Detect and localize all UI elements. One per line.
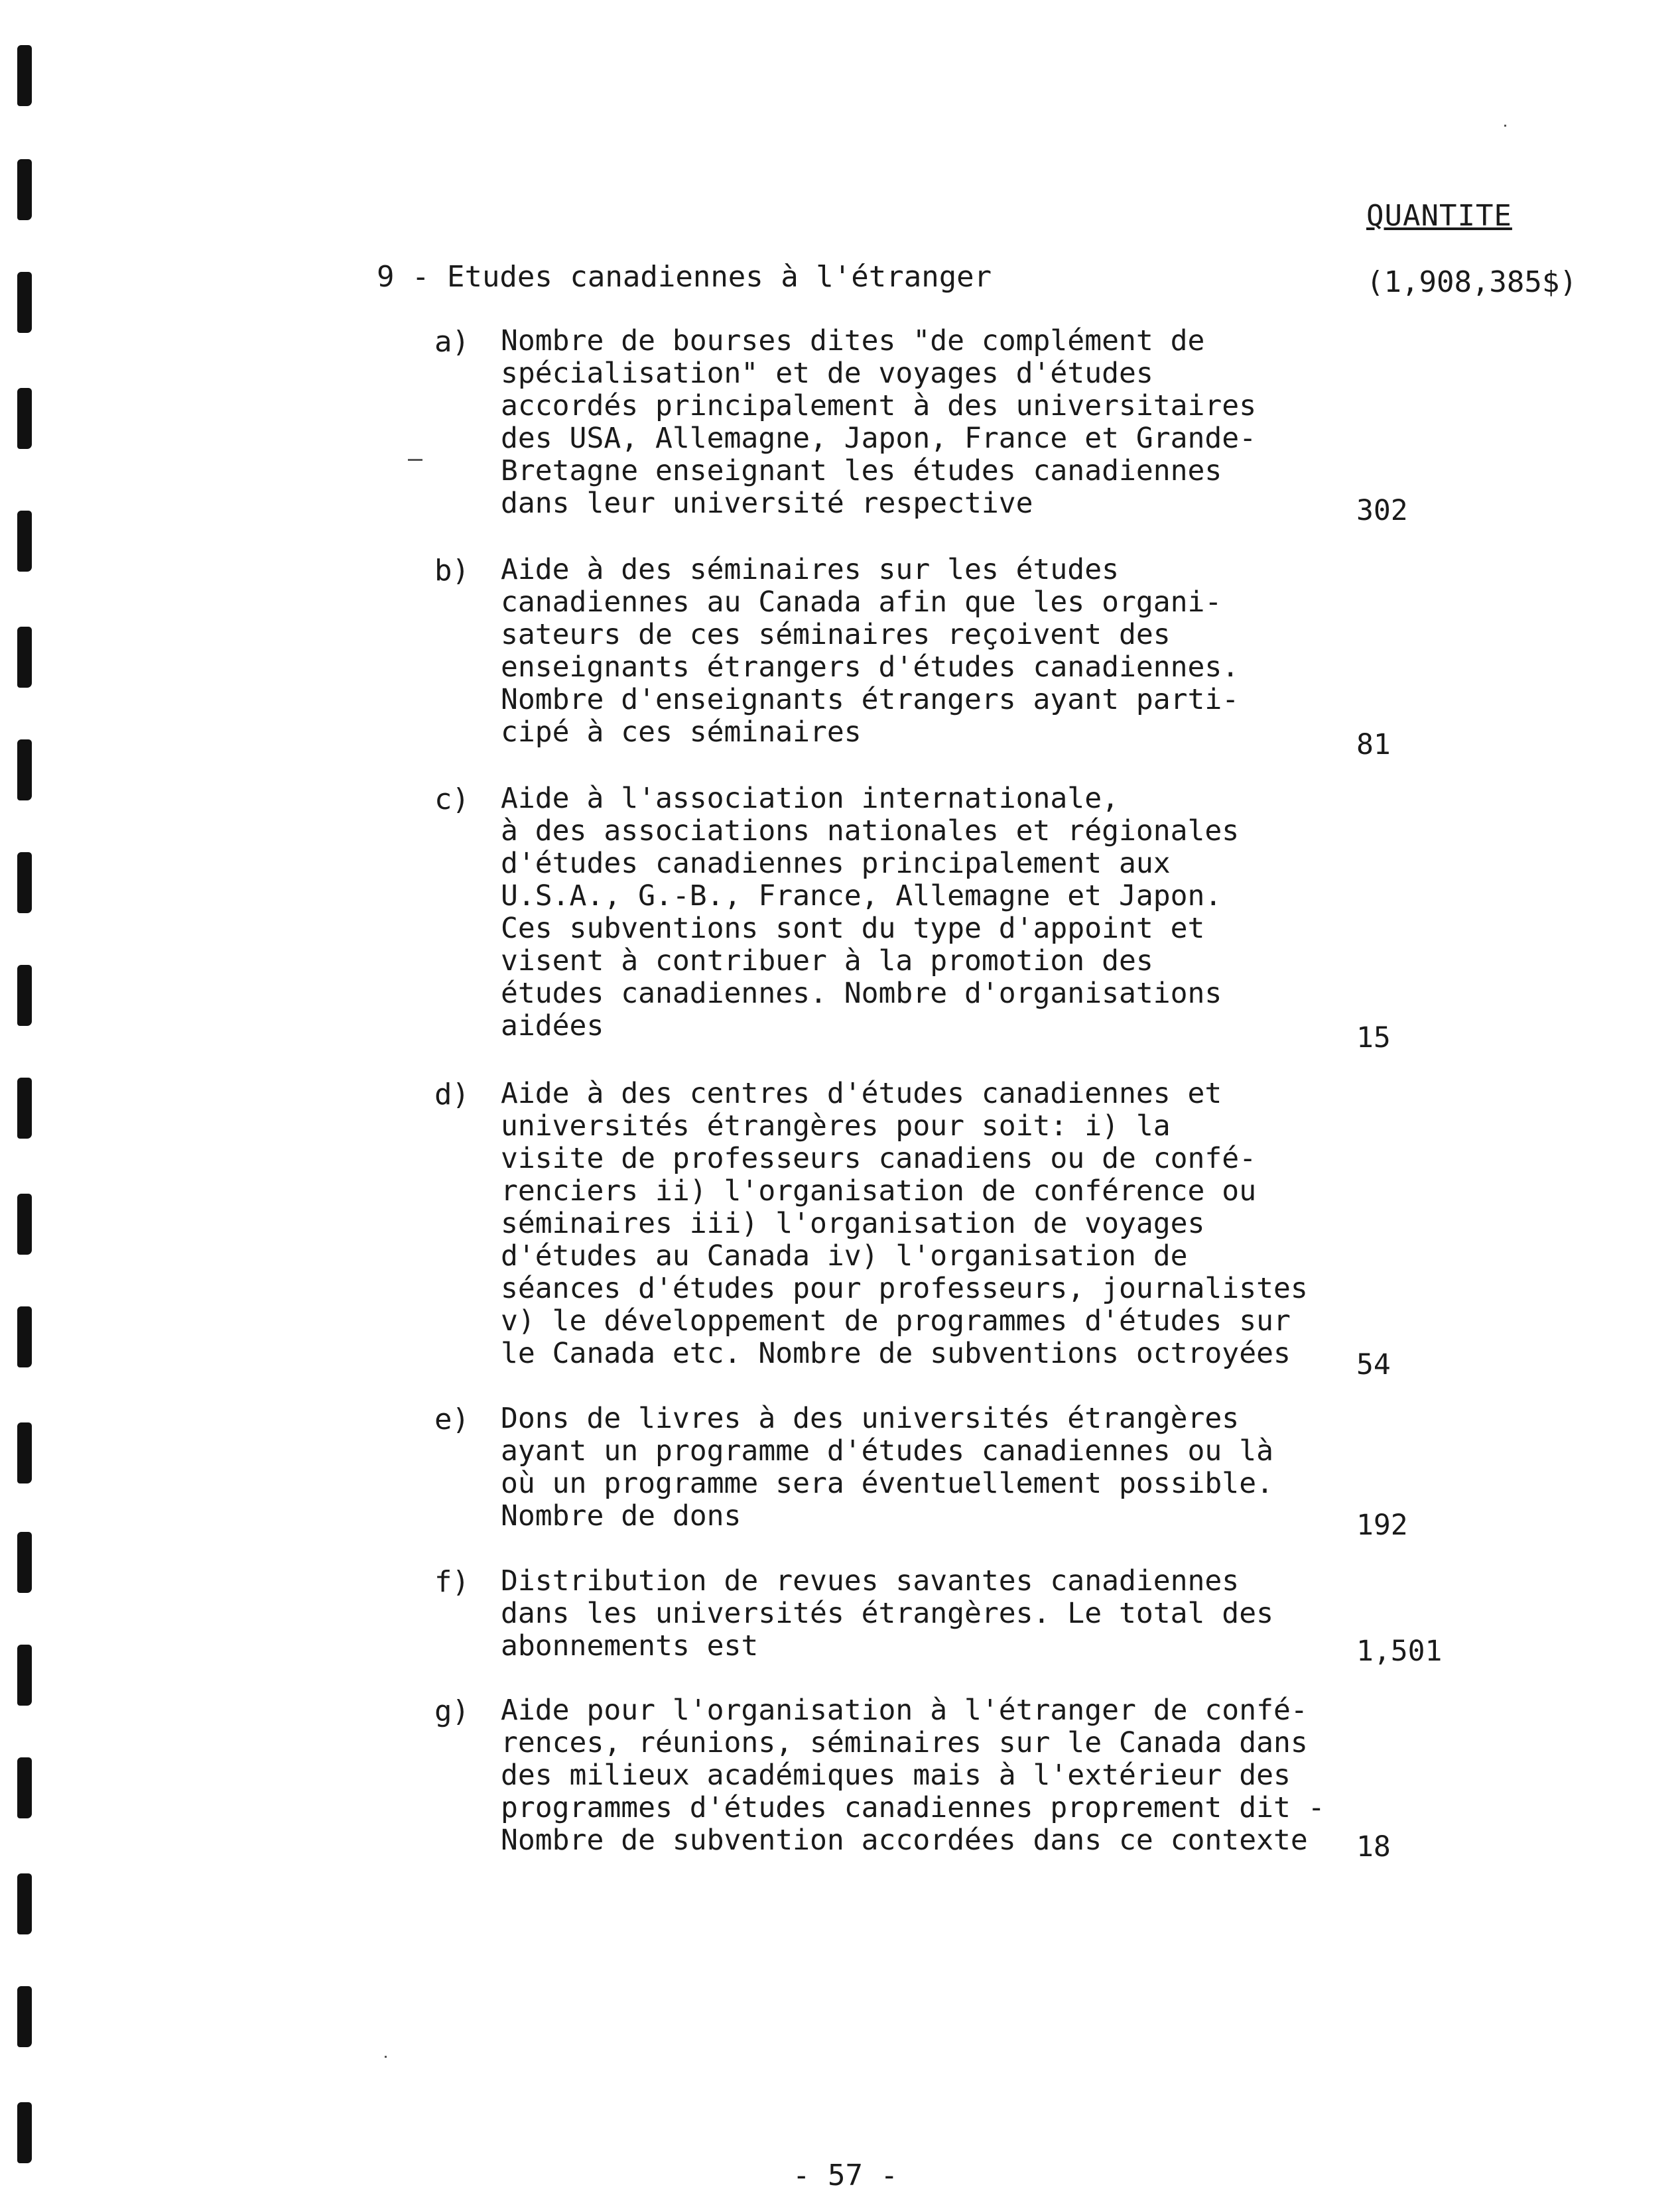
item-letter: a) — [434, 325, 470, 359]
binder-marks — [12, 0, 38, 2205]
section-total: (1,908,385$) — [1366, 265, 1577, 299]
section-title: 9 - Etudes canadiennes à l'étranger — [377, 260, 992, 294]
item-text: Nombre de bourses dites "de complément de spécialisation" et de voyages d'études accordés principalement à des universitaires des USA, Allemagne, Japon, France et Grande- Bretagne enseignant les études canadiennes dans leur université respective — [501, 324, 1257, 520]
binder-mark — [17, 1986, 32, 2047]
binder-mark — [17, 1873, 32, 1934]
binder-mark — [17, 1306, 32, 1367]
binder-mark — [17, 1645, 32, 1706]
scan-speck — [408, 459, 422, 461]
item-quantity: 1,501 — [1356, 1635, 1443, 1668]
item-letter: b) — [434, 554, 470, 588]
binder-mark — [17, 1532, 32, 1593]
binder-mark — [17, 965, 32, 1026]
item-quantity: 302 — [1356, 494, 1408, 527]
binder-mark — [17, 739, 32, 800]
binder-mark — [17, 159, 32, 220]
item-letter: f) — [434, 1565, 470, 1599]
item-quantity: 18 — [1356, 1830, 1391, 1863]
item-quantity: 192 — [1356, 1509, 1408, 1542]
page-number: - 57 - — [793, 2159, 898, 2192]
binder-mark — [17, 1422, 32, 1483]
binder-mark — [17, 627, 32, 688]
binder-mark — [17, 388, 32, 449]
item-quantity: 81 — [1356, 728, 1391, 761]
scan-speck — [385, 2056, 387, 2058]
item-quantity: 54 — [1356, 1348, 1391, 1381]
binder-mark — [17, 272, 32, 333]
item-text: Aide pour l'organisation à l'étranger de confé- rences, réunions, séminaires sur le Canada dans des milieux académiques mais à l'extérieur des programmes d'études canadiennes proprement dit - Nombre de subvention accordées dans ce contexte — [501, 1694, 1325, 1857]
item-text: Aide à des séminaires sur les études canadiennes au Canada afin que les organi- sateurs de ces séminaires reçoivent des enseignants étrangers d'études canadiennes. Nombre d'enseignants étrangers ayant parti- cipé à ces séminaires — [501, 553, 1240, 749]
binder-mark — [17, 852, 32, 913]
item-text: Dons de livres à des universités étrangères ayant un programme d'études canadiennes ou là où un programme sera éventuellement possible. Nombre de dons — [501, 1402, 1273, 1533]
binder-mark — [17, 45, 32, 106]
binder-mark — [17, 1078, 32, 1139]
item-quantity: 15 — [1356, 1021, 1391, 1054]
item-letter: e) — [434, 1403, 470, 1436]
binder-mark — [17, 1757, 32, 1818]
quantity-column-header: QUANTITE — [1366, 199, 1512, 233]
item-text: Aide à des centres d'études canadiennes et universités étrangères pour soit: i) la visite de professeurs canadiens ou de confé- renciers ii) l'organisation de conférence ou séminaires iii) l'organisation de voyages d'études au Canada iv) l'organisation de séances d'études pour professeurs, journalistes v) le développement de programmes d'études sur le Canada etc. Nombre de subventions octroyées — [501, 1077, 1308, 1370]
item-text: Aide à l'association internationale, à des associations nationales et régionales d'études canadiennes principalement aux U.S.A., G.-B., France, Allemagne et Japon. Ces subventions sont du type d'appoint et visent à contribuer à la promotion des études canadiennes. Nombre d'organisations aidées — [501, 782, 1240, 1042]
binder-mark — [17, 2102, 32, 2163]
item-letter: g) — [434, 1694, 470, 1728]
binder-mark — [17, 1194, 32, 1255]
item-letter: d) — [434, 1078, 470, 1111]
item-letter: c) — [434, 783, 470, 816]
binder-mark — [17, 511, 32, 572]
item-text: Distribution de revues savantes canadiennes dans les universités étrangères. Le total des abonnements est — [501, 1564, 1273, 1663]
scan-speck — [1504, 125, 1506, 127]
